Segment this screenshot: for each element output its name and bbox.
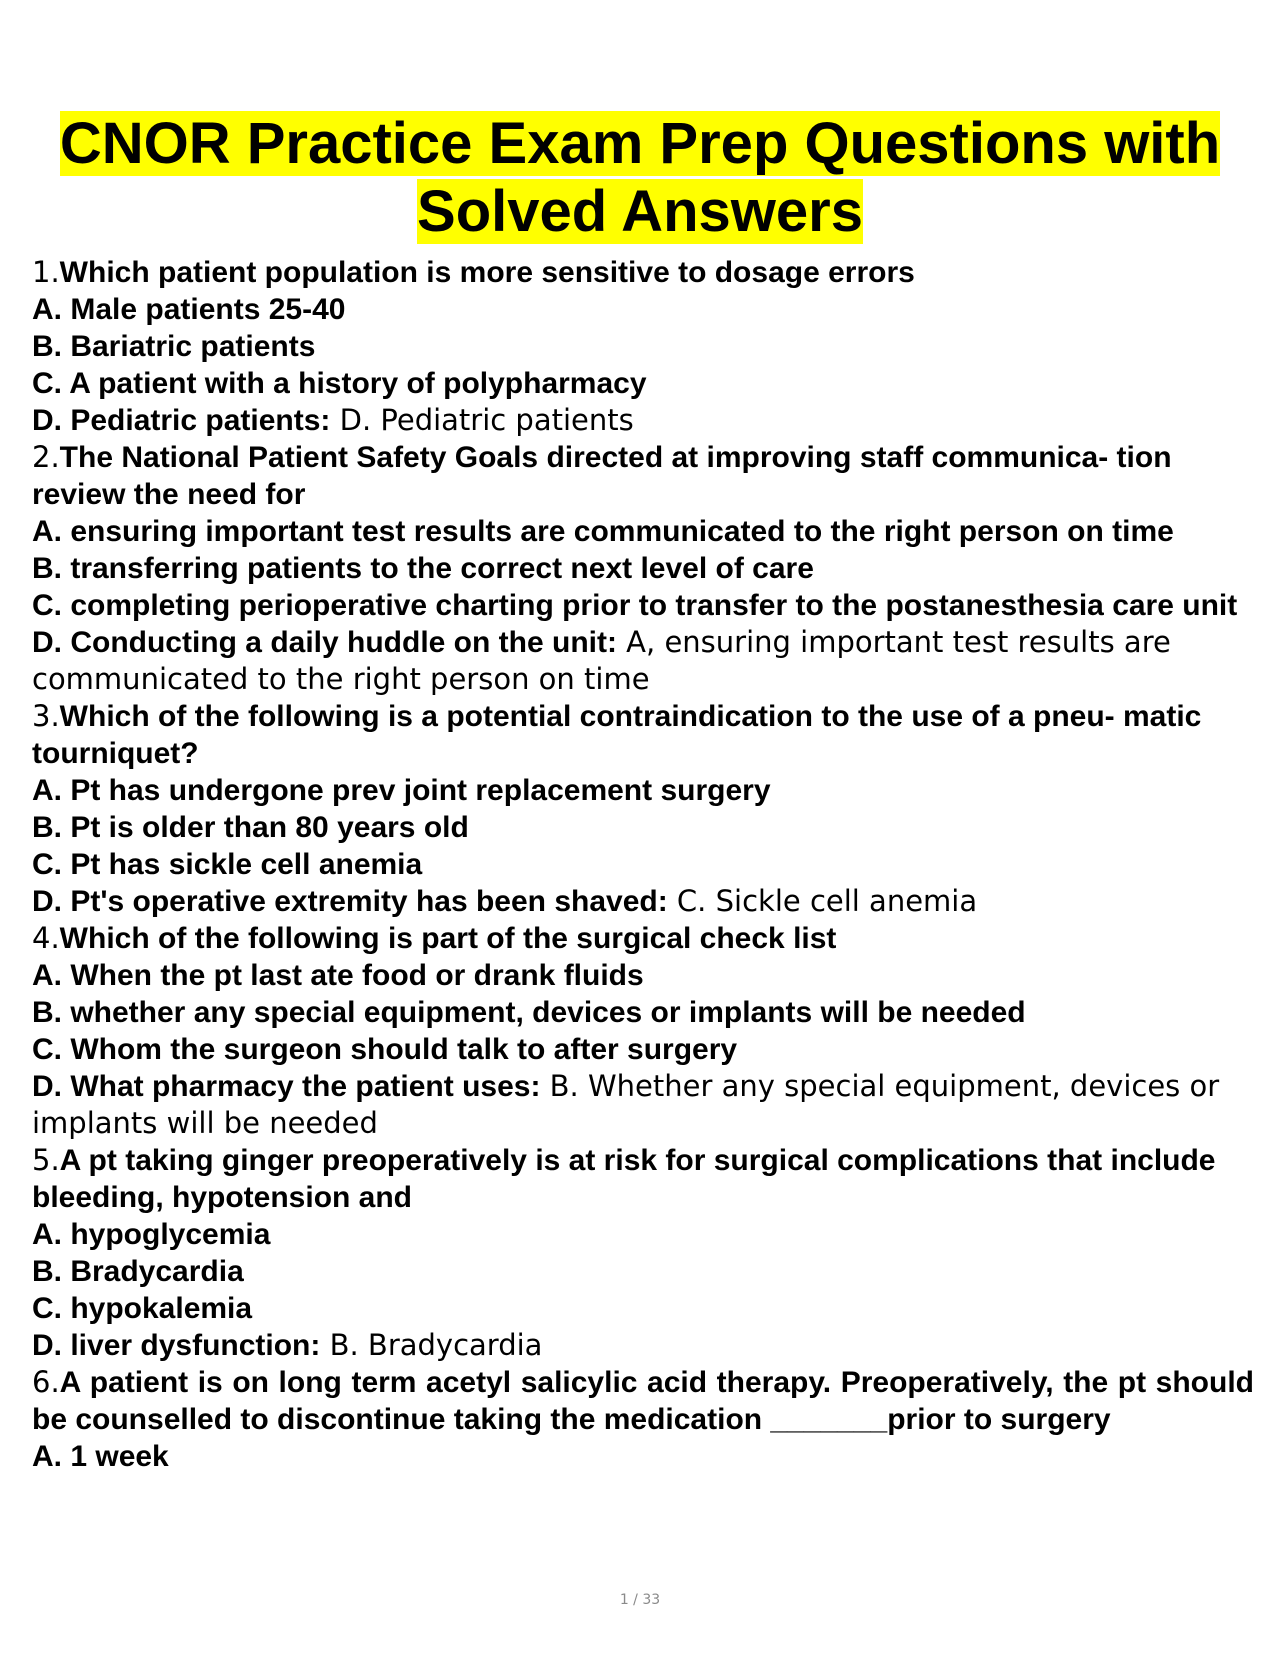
- option-a: A. hypoglycemia: [32, 1218, 271, 1251]
- question-1: [32, 254, 1254, 439]
- option-a: A. 1 week: [32, 1440, 169, 1473]
- answer-text: C. Sickle cell anemia: [667, 884, 978, 918]
- question-4: [32, 920, 1254, 1142]
- option-d-with-answer: [32, 402, 1254, 439]
- answer-text: D. Pediatric patients: [330, 403, 634, 437]
- option-d-with-answer: [32, 1327, 1254, 1364]
- question-3: [32, 698, 1254, 920]
- option-b: B. Pt is older than 80 years old: [32, 811, 469, 844]
- question-text: A pt taking ginger preoperatively is at risk for surgical complications that include bleeding, hypotension and: [32, 1144, 1216, 1214]
- question-number: 1.: [32, 255, 60, 289]
- question-number: 6.: [32, 1365, 60, 1399]
- question-stem: [32, 698, 1254, 772]
- option-c: C. Pt has sickle cell anemia: [32, 848, 423, 881]
- title-line-2: Solved Answers: [417, 179, 863, 244]
- answer-text: B. Bradycardia: [320, 1328, 543, 1362]
- option-c: C. A patient with a history of polypharmacy: [32, 367, 647, 400]
- option-d: D. Conducting a daily huddle on the unit:: [32, 626, 617, 659]
- question-stem: [32, 254, 1254, 291]
- question-text: Which of the following is a potential contraindication to the use of a pneu- matic tourniquet?: [32, 700, 1202, 770]
- title-line-1: CNOR Practice Exam Prep Questions with: [59, 111, 1221, 176]
- option-d: D. What pharmacy the patient uses:: [32, 1070, 541, 1103]
- question-2: [32, 439, 1254, 698]
- question-number: 3.: [32, 699, 60, 733]
- option-d-with-answer: [32, 883, 1254, 920]
- answer-text: B. Whether any special equipment, devices or implants will be needed: [32, 1069, 1220, 1140]
- answer-text: A, ensuring important test results are communicated to the right person on time: [32, 625, 1171, 696]
- question-text: A patient is on long term acetyl salicylic acid therapy. Preoperatively, the pt should be counselled to discontinue taking the medication _______prior to surgery: [32, 1366, 1254, 1436]
- question-text: The National Patient Safety Goals directed at improving staff communica- tion review the need for: [32, 441, 1172, 511]
- option-a: A. ensuring important test results are communicated to the right person on time: [32, 515, 1174, 548]
- question-stem: [32, 920, 1254, 957]
- option-b: B. Bradycardia: [32, 1255, 244, 1288]
- option-b: B. transferring patients to the correct next level of care: [32, 552, 814, 585]
- question-stem: [32, 1142, 1254, 1216]
- option-b: B. whether any special equipment, devices or implants will be needed: [32, 996, 1026, 1029]
- option-d: D. Pediatric patients:: [32, 404, 331, 437]
- option-c: C. hypokalemia: [32, 1292, 253, 1325]
- question-text: Which patient population is more sensitive to dosage errors: [59, 256, 915, 289]
- option-d: D. liver dysfunction:: [32, 1329, 321, 1362]
- question-number: 5.: [32, 1143, 60, 1177]
- option-b: B. Bariatric patients: [32, 330, 316, 363]
- option-c: C. completing perioperative charting prior to transfer to the postanesthesia care unit: [32, 589, 1238, 622]
- question-stem: [32, 439, 1254, 513]
- question-5: [32, 1142, 1254, 1364]
- question-number: 2.: [32, 440, 60, 474]
- option-d-with-answer: [32, 1068, 1254, 1142]
- option-d-with-answer: [32, 624, 1254, 698]
- document-title: [0, 110, 1280, 246]
- option-a: A. When the pt last ate food or drank fluids: [32, 959, 644, 992]
- question-number: 4.: [32, 921, 60, 955]
- option-a: A. Male patients 25-40: [32, 293, 346, 326]
- question-stem: [32, 1364, 1254, 1438]
- question-6: [32, 1364, 1254, 1475]
- question-text: Which of the following is part of the surgical check list: [59, 922, 837, 955]
- option-a: A. Pt has undergone prev joint replacement surgery: [32, 774, 771, 807]
- option-c: C. Whom the surgeon should talk to after surgery: [32, 1033, 738, 1066]
- option-d: D. Pt's operative extremity has been shaved:: [32, 885, 668, 918]
- page-number: 1 / 33: [619, 1592, 661, 1608]
- question-list: [32, 254, 1254, 1475]
